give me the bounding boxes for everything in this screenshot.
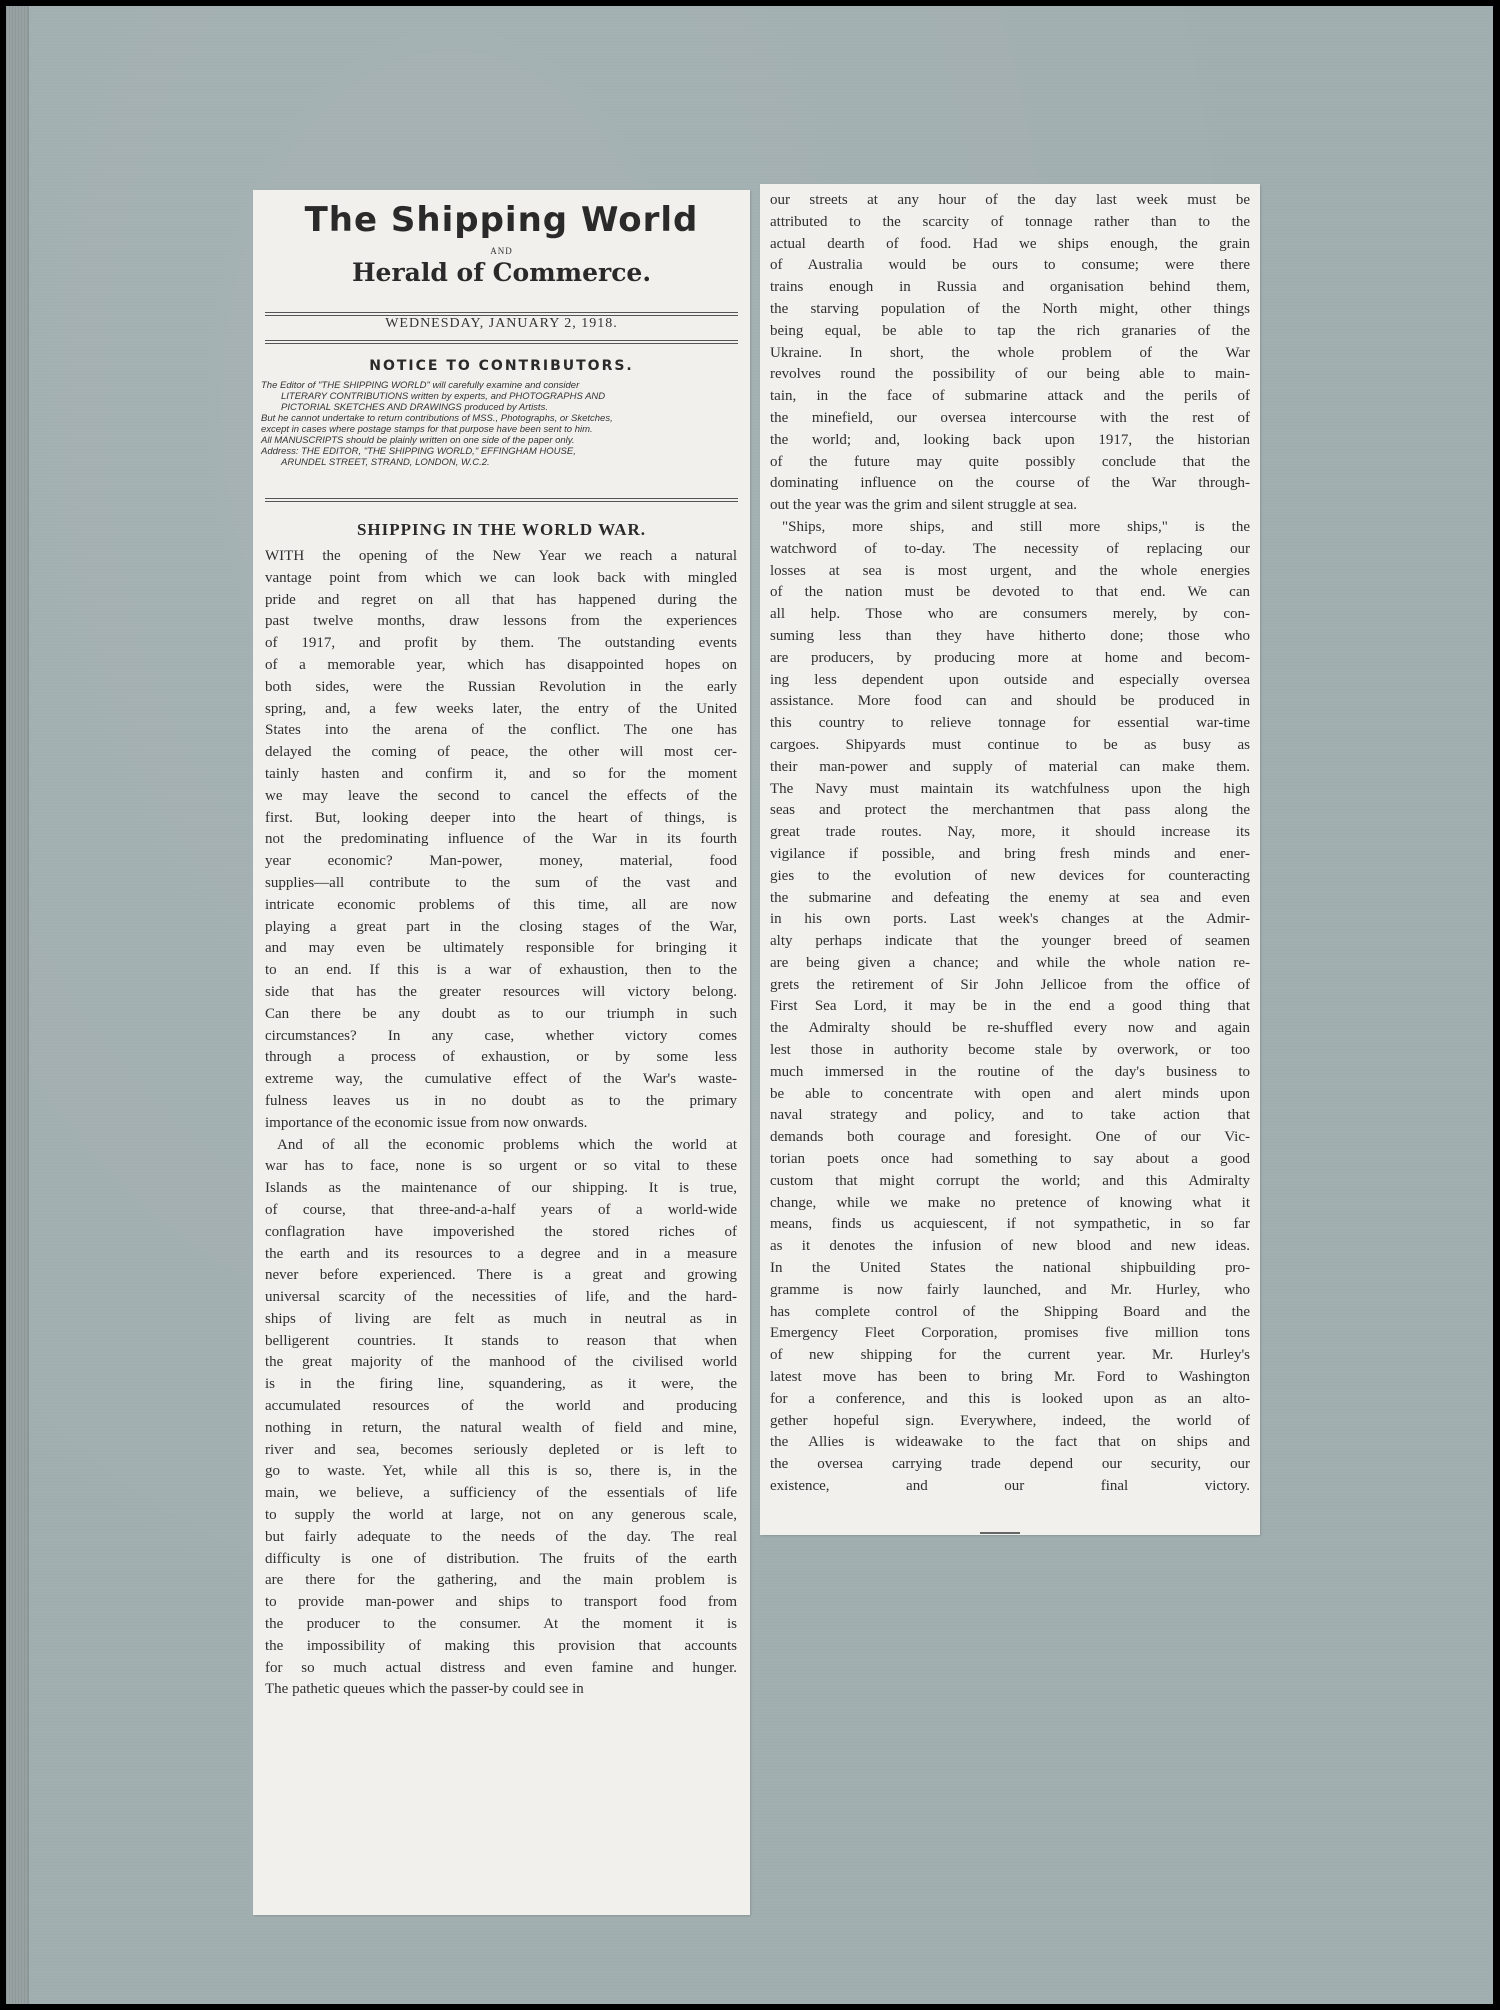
text-line: seas and protect the merchantmen that pass along the (770, 802, 1250, 819)
text-line: of new shipping for the current year. Mr. Hurley's (770, 1347, 1250, 1364)
text-line: are being given a chance; and while the whole nation re- (770, 954, 1250, 971)
text-line: both sides, were the Russian Revolution in the early (265, 678, 737, 695)
text-line: has complete control of the Shipping Board and the (770, 1303, 1250, 1320)
clipping-right (760, 184, 1260, 1535)
text-line: gies to the evolution of new devices for counteracting (770, 867, 1250, 884)
text-line: "Ships, more ships, and still more ships," is the (782, 518, 1250, 535)
text-line: Ukraine. In short, the whole problem of the War (770, 344, 1250, 361)
text-line: change, while we make no pretence of knowing what it (770, 1194, 1250, 1211)
text-line: vantage point from which we can look back with mingled (265, 569, 737, 586)
text-line: fulness leaves us in no doubt as to the primary (265, 1092, 737, 1109)
text-line: accumulated resources of the world and producing (265, 1398, 737, 1415)
text-line: for so much actual distress and even famine and hunger. (265, 1659, 737, 1676)
text-line: the Admiralty should be re-shuffled every now and again (770, 1020, 1250, 1037)
text-line: playing a great part in the closing stages of the War, (265, 918, 737, 935)
text-line: year economic? Man-power, money, material, food (265, 853, 737, 870)
rule-notice (265, 498, 738, 499)
text-line: grets the retirement of Sir John Jellicoe from the office of (770, 976, 1250, 993)
text-line: trains enough in Russia and organisation behind them, (770, 279, 1250, 296)
album-spine (6, 6, 29, 2004)
text-line: naval strategy and policy, and to take action that (770, 1107, 1250, 1124)
text-line: universal scarcity of the necessities of life, and the hard- (265, 1289, 737, 1306)
text-line: States into the arena of the conflict. The one has (265, 722, 737, 739)
text-line: of 1917, and profit by them. The outstanding events (265, 635, 737, 652)
text-line: side that has the greater resources will victory belong. (265, 983, 737, 1000)
text-line: delayed the coming of peace, the other will most cer- (265, 744, 737, 761)
text-line: spring, and, a few weeks later, the entry of the United (265, 700, 737, 717)
text-line: in his own ports. Last week's changes at the Admir- (770, 911, 1250, 928)
notice-title: NOTICE TO CONTRIBUTORS. (369, 358, 634, 374)
text-line: river and sea, becomes seriously depleted or is left to (265, 1441, 737, 1458)
text-line: conflagration have impoverished the stored riches of (265, 1223, 737, 1240)
text-line: First Sea Lord, it may be in the end a good thing that (770, 998, 1250, 1015)
text-line: of a memorable year, which has disappointed hopes on (265, 656, 737, 673)
text-line: In the United States the national shipbuilding pro- (770, 1260, 1250, 1277)
text-line: demands both courage and foresight. One of our Vic- (770, 1129, 1250, 1146)
article-title: SHIPPING IN THE WORLD WAR. (356, 520, 647, 539)
text-line: the minefield, our oversea intercourse with the rest of (770, 409, 1250, 426)
text-line: Emergency Fleet Corporation, promises five million tons (770, 1325, 1250, 1342)
rule-notice-2 (265, 501, 738, 502)
text-line: out the year was the grim and silent struggle at sea. (770, 497, 1077, 514)
text-line: to supply the world at large, not on any generous scale, (265, 1507, 737, 1524)
notice-line: LITERARY CONTRIBUTIONS written by experts, and PHOTOGRAPHS AND (281, 391, 606, 402)
notice-line: ARUNDEL STREET, STRAND, LONDON, W.C.2. (281, 457, 490, 468)
text-line: ships of living are felt as much in neutral as in (265, 1310, 737, 1327)
text-line: and may even be ultimately responsible for bringing it (265, 940, 737, 957)
notice-line: The Editor of "THE SHIPPING WORLD" will carefully examine and consider (261, 380, 580, 391)
text-line: assistance. More food can and should be produced in (770, 693, 1250, 710)
text-line: circumstances? In any case, whether victory comes (265, 1027, 737, 1044)
text-line: intricate economic problems of this time, all are now (265, 896, 737, 913)
text-line: belligerent countries. It stands to reason that when (265, 1332, 737, 1349)
text-line: losses at sea is most urgent, and the whole energies (770, 562, 1250, 579)
text-line: go to waste. Yet, while all this is so, there is, in the (265, 1463, 737, 1480)
text-line: actual dearth of food. Had we ships enough, the grain (770, 235, 1250, 252)
text-line: through a process of exhaustion, or by some less (265, 1049, 737, 1066)
notice-body (261, 380, 743, 468)
text-line: never before experienced. There is a great and growing (265, 1267, 737, 1284)
text-line: this country to relieve tonnage for essential war-time (770, 715, 1250, 732)
text-line: for a conference, and this is looked upon as an alto- (770, 1390, 1250, 1407)
text-line: attributed to the scarcity of tonnage rather than to the (770, 213, 1250, 230)
text-line: be able to concentrate with open and alert minds upon (770, 1085, 1250, 1102)
text-line: of the future may quite possibly conclude that the (770, 453, 1250, 470)
rule-date (265, 340, 738, 341)
text-line: dominating influence on the course of the War through- (770, 475, 1250, 492)
text-line: ing less dependent upon outside and especially oversea (770, 671, 1250, 688)
text-line: The pathetic queues which the passer-by could see in (265, 1681, 584, 1698)
dateline: WEDNESDAY, JANUARY 2, 1918. (385, 316, 618, 331)
masthead-subtitle: Herald of Commerce. (351, 258, 652, 287)
notice-line: except in cases where postage stamps for that purpose have been sent to him. (261, 424, 593, 435)
notice-line: All MANUSCRIPTS should be plainly written on one side of the paper only. (261, 435, 575, 446)
text-line: much immersed in the routine of the day's business to (770, 1063, 1250, 1080)
text-line: but fairly adequate to the needs of the day. The real (265, 1528, 737, 1545)
text-line: of course, that three-and-a-half years of a world-wide (265, 1201, 737, 1218)
text-line: to an end. If this is a war of exhaustion, then to the (265, 962, 737, 979)
text-line: revolves round the possibility of our being able to main- (770, 366, 1250, 383)
text-line: the oversea carrying trade depend our security, our (770, 1456, 1250, 1473)
text-line: cargoes. Shipyards must continue to be as busy as (770, 736, 1250, 753)
text-line: alty perhaps indicate that the younger breed of seamen (770, 933, 1250, 950)
masthead-title: The Shipping World (304, 200, 699, 240)
text-line: of the nation must be devoted to that end. We can (770, 584, 1250, 601)
end-mark (980, 1532, 1020, 1534)
text-line: The Navy must maintain its watchfulness upon the high (770, 780, 1250, 797)
rule-date-2 (265, 343, 738, 344)
mount-board (6, 6, 1493, 2004)
text-line: existence, and our final victory. (770, 1478, 1250, 1495)
text-line: war has to face, none is so urgent or so vital to these (265, 1158, 737, 1175)
text-line: tain, in the face of submarine attack and the perils of (770, 388, 1250, 405)
text-line: are there for the gathering, and the main problem is (265, 1572, 737, 1589)
text-line: torian poets once had something to say about a good (770, 1151, 1250, 1168)
text-line: the Allies is wideawake to the fact that on ships and (770, 1434, 1250, 1451)
text-line: the producer to the consumer. At the moment it is (265, 1616, 737, 1633)
text-line: the world; and, looking back upon 1917, the historian (770, 431, 1250, 448)
text-line: as it denotes the infusion of new blood and new ideas. (770, 1238, 1250, 1255)
text-line: all help. Those who are consumers merely, by con- (770, 606, 1250, 623)
text-line: latest move has been to bring Mr. Ford to Washington (770, 1369, 1250, 1386)
text-line: pride and regret on all that has happened during the (265, 591, 737, 608)
text-line: the earth and its resources to a degree and in a measure (265, 1245, 737, 1262)
text-line: great trade routes. Nay, more, it should increase its (770, 824, 1250, 841)
text-line: And of all the economic problems which the world at (277, 1136, 737, 1153)
text-line: are producers, by producing more at home and becom- (770, 649, 1250, 666)
text-line: importance of the economic issue from now onwards. (265, 1114, 588, 1131)
text-line: first. But, looking deeper into the heart of things, is (265, 809, 737, 826)
text-line: their man-power and supply of material can make them. (770, 758, 1250, 775)
text-line: extreme way, the cumulative effect of the War's waste- (265, 1071, 737, 1088)
text-line: vigilance if possible, and bring fresh minds and ener- (770, 845, 1250, 862)
text-line: is in the firing line, squandering, as it were, the (265, 1376, 737, 1393)
text-line: not the predominating influence of the War in its fourth (265, 831, 737, 848)
text-line: supplies—all contribute to the sum of the vast and (265, 874, 737, 891)
text-line: we may leave the second to cancel the effects of the (265, 787, 737, 804)
text-line: our streets at any hour of the day last week must be (770, 192, 1250, 208)
text-line: nothing in return, the natural wealth of field and mine, (265, 1419, 737, 1436)
text-line: past twelve months, draw lessons from the experiences (265, 613, 737, 630)
text-line: Can there be any doubt as to our triumph in such (265, 1005, 737, 1022)
text-line: gether hopeful sign. Everywhere, indeed, the world of (770, 1412, 1250, 1429)
text-line: the impossibility of making this provision that accounts (265, 1637, 737, 1654)
text-line: WITH the opening of the New Year we reach a natural (265, 548, 737, 564)
text-line: gramme is now fairly launched, and Mr. Hurley, who (770, 1281, 1250, 1298)
text-line: the starving population of the North might, other things (770, 300, 1250, 317)
text-line: means, finds us acquiescent, if not sympathetic, in so far (770, 1216, 1250, 1233)
text-line: being equal, be able to tap the rich granaries of the (770, 322, 1250, 339)
text-line: watchword of to-day. The necessity of replacing our (770, 540, 1250, 557)
text-line: the submarine and defeating the enemy at sea and even (770, 889, 1250, 906)
rule-top (265, 312, 738, 313)
text-line: of Australia would be ours to consume; were there (770, 257, 1250, 274)
text-line: tainly hasten and confirm it, and so for the moment (265, 765, 737, 782)
notice-line: Address: THE EDITOR, "THE SHIPPING WORLD," EFFINGHAM HOUSE, (261, 446, 576, 457)
notice-line: PICTORIAL SKETCHES AND DRAWINGS produced by Artists. (281, 402, 548, 413)
clipping-left (253, 190, 750, 1915)
text-line: the great majority of the manhood of the civilised world (265, 1354, 737, 1371)
article-column-right (770, 190, 1250, 1498)
article-column-left (265, 546, 737, 1701)
text-line: custom that might corrupt the world; and this Admiralty (770, 1172, 1250, 1189)
text-line: difficulty is one of distribution. The fruits of the earth (265, 1550, 737, 1567)
masthead-and: AND (490, 246, 513, 256)
text-line: suming less than they have hitherto done; those who (770, 627, 1250, 644)
text-line: to provide man-power and ships to transport food from (265, 1594, 737, 1611)
text-line: lest those in authority become stale by overwork, or too (770, 1042, 1250, 1059)
notice-line: But he cannot undertake to return contributions of MSS., Photographs, or Sketches, (261, 413, 613, 424)
text-line: main, we believe, a sufficiency of the essentials of life (265, 1485, 737, 1502)
text-line: Islands as the maintenance of our shipping. It is true, (265, 1180, 737, 1197)
